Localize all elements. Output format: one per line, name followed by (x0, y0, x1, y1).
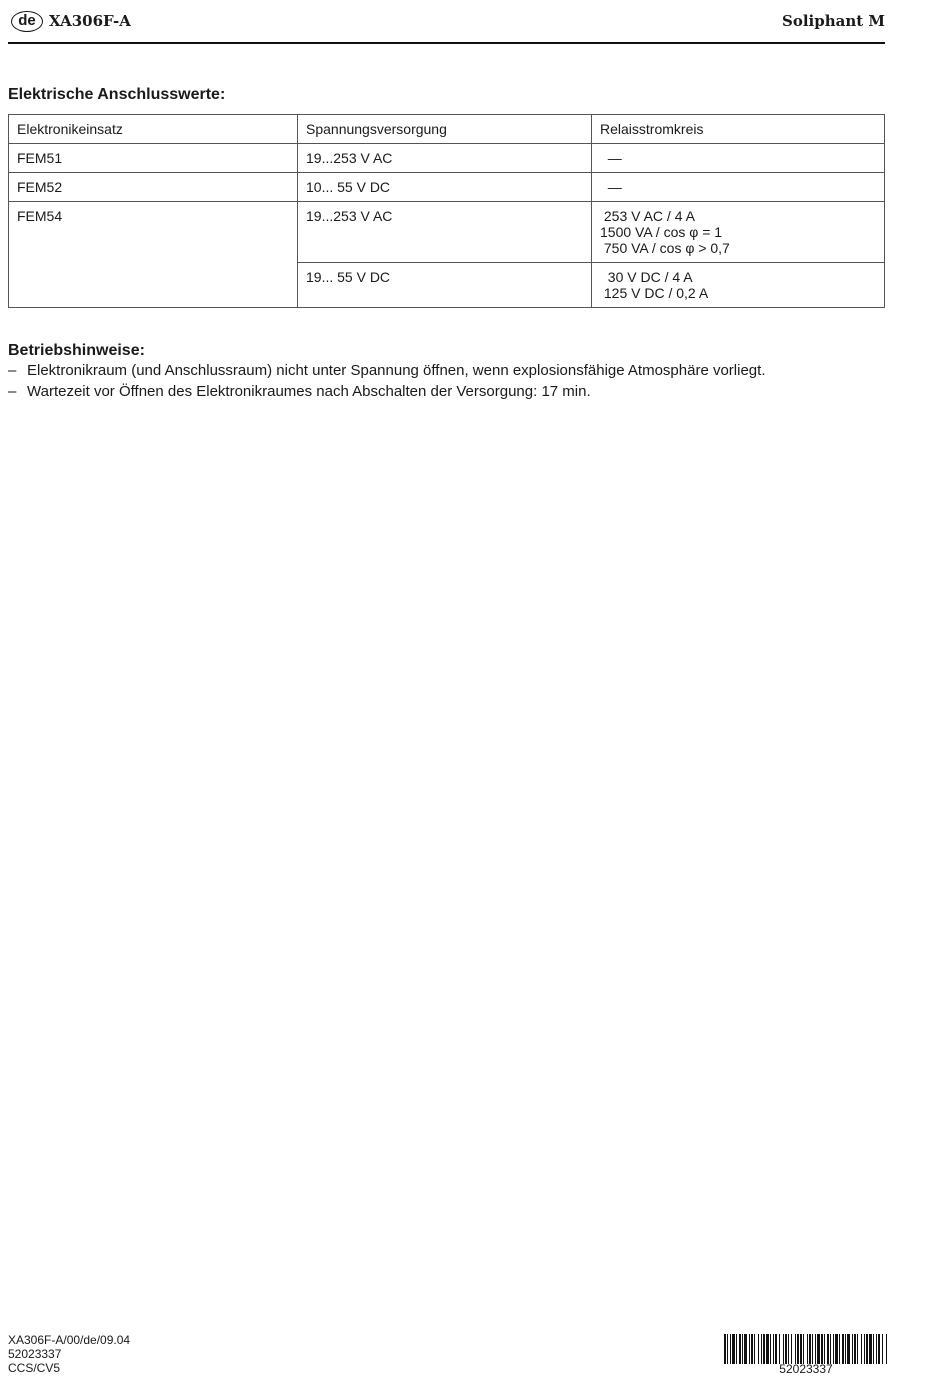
relay-cell (592, 144, 885, 173)
barcode-bar (744, 1334, 747, 1364)
relay-cell (592, 263, 885, 308)
footer-order-number: 52023337 (8, 1347, 62, 1361)
barcode-bar (761, 1334, 762, 1364)
barcode-bar (845, 1334, 846, 1364)
barcode-bar (807, 1334, 808, 1364)
column-header: Elektronikeinsatz (9, 115, 298, 144)
column-header: Spannungsversorgung (298, 115, 592, 144)
barcode-bar (732, 1334, 735, 1364)
relay-line: — (600, 150, 622, 166)
relay-cell (592, 173, 885, 202)
barcode-bar (864, 1334, 865, 1364)
barcode-bar (788, 1334, 789, 1364)
barcode-bar (866, 1334, 868, 1364)
column-header: Relaisstromkreis (592, 115, 885, 144)
relay-line: 253 V AC / 4 A (600, 208, 695, 224)
insert-cell: FEM51 (9, 144, 298, 173)
barcode-bar (795, 1334, 796, 1364)
product-name: Soliphant M (781, 12, 885, 30)
relay-line: 750 VA / cos φ > 0,7 (600, 240, 730, 256)
electrical-section-title: Elektrische Anschlusswerte: (8, 86, 226, 103)
relay-line: 1500 VA / cos φ = 1 (600, 224, 723, 240)
barcode-bar (835, 1334, 838, 1364)
barcode-bar (852, 1334, 853, 1364)
barcode-bar (876, 1334, 877, 1364)
barcode-bar (830, 1334, 831, 1364)
supply-cell: 10... 55 V DC (298, 173, 592, 202)
barcode-bar (770, 1334, 771, 1364)
barcode-bar (730, 1334, 731, 1364)
electrical-values-table (8, 114, 885, 308)
barcode-bar (736, 1334, 737, 1364)
barcode-number: 52023337 (779, 1362, 833, 1376)
barcode-bar (842, 1334, 844, 1364)
barcode-bar (742, 1334, 743, 1364)
supply-cell: 19... 55 V DC (298, 263, 592, 308)
barcode-bar (783, 1334, 784, 1364)
barcode-bar (882, 1334, 883, 1364)
barcode-bar (833, 1334, 834, 1364)
barcode-bar (754, 1334, 755, 1364)
relay-line: — (600, 179, 622, 195)
barcode-bar (861, 1334, 862, 1364)
barcode-bar (873, 1334, 874, 1364)
barcode-bar (878, 1334, 880, 1364)
list-item (8, 360, 766, 381)
barcode-bar (886, 1334, 887, 1364)
list-item (8, 381, 766, 402)
barcode-bar (727, 1334, 728, 1364)
barcode-bar (791, 1334, 792, 1364)
barcode-bar (773, 1334, 774, 1364)
table-row (9, 144, 885, 173)
relay-line: 125 V DC / 0,2 A (600, 285, 709, 301)
barcode-bar (763, 1334, 765, 1364)
operating-notes-title: Betriebshinweise: (8, 342, 145, 359)
footer-document-info (8, 1333, 130, 1375)
relay-cell (592, 202, 885, 263)
dash-bullet: – (8, 362, 17, 379)
barcode-bar (779, 1334, 780, 1364)
barcode-bar (827, 1334, 829, 1364)
document-code: XA306F-A (49, 12, 131, 30)
table-header-row (9, 115, 885, 144)
barcode-bar (739, 1334, 741, 1364)
footer-code: CCS/CV5 (8, 1361, 61, 1375)
barcode-bar (812, 1334, 813, 1364)
barcode-bar (800, 1334, 802, 1364)
barcode-bar (785, 1334, 787, 1364)
barcode-bar (847, 1334, 850, 1364)
barcode-bar (766, 1334, 769, 1364)
supply-cell: 19...253 V AC (298, 202, 592, 263)
barcode-bar (857, 1334, 858, 1364)
barcode-bar (724, 1334, 726, 1364)
barcode-bar (758, 1334, 759, 1364)
barcode-bar (839, 1334, 840, 1364)
operating-notes-list (8, 360, 766, 402)
barcode-bar (817, 1334, 820, 1364)
insert-cell: FEM54 (9, 202, 298, 308)
barcode-bar (803, 1334, 804, 1364)
table-row (9, 173, 885, 202)
footer-doc-version: XA306F-A/00/de/09.04 (8, 1333, 131, 1347)
insert-cell: FEM52 (9, 173, 298, 202)
dash-bullet: – (8, 383, 17, 400)
barcode-bar (775, 1334, 777, 1364)
barcode-bar (824, 1334, 825, 1364)
language-badge: de (11, 11, 43, 32)
barcode-bar (797, 1334, 799, 1364)
barcode-bar (749, 1334, 750, 1364)
relay-line: 30 V DC / 4 A (600, 269, 693, 285)
supply-cell: 19...253 V AC (298, 144, 592, 173)
barcode-bar (854, 1334, 856, 1364)
table-row (9, 202, 885, 263)
barcode-image (724, 1334, 888, 1364)
barcode-bar (869, 1334, 872, 1364)
barcode-bar (821, 1334, 823, 1364)
note-text: Elektronikraum (und Anschlussraum) nicht unter Spannung öffnen, wenn explosionsfähige Atmosphäre vorliegt. (27, 362, 766, 379)
barcode-bar (809, 1334, 811, 1364)
page-header (8, 8, 885, 44)
barcode-bar (815, 1334, 816, 1364)
barcode-bar (751, 1334, 753, 1364)
note-text: Wartezeit vor Öffnen des Elektronikraumes nach Abschalten der Versorgung: 17 min. (27, 383, 591, 400)
